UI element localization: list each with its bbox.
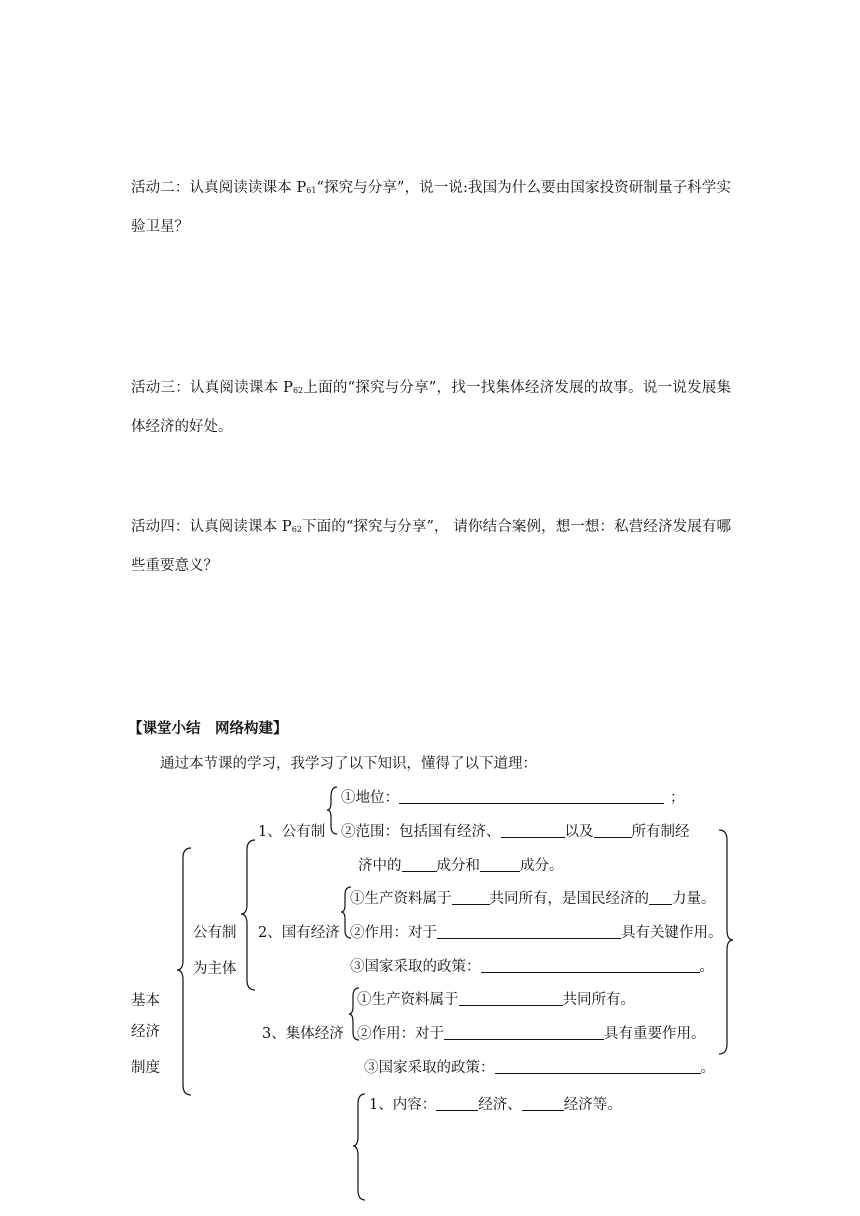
blank[interactable]	[437, 924, 621, 939]
collective-item-3: ③国家采取的政策： 。	[364, 1060, 715, 1076]
blank[interactable]	[402, 857, 437, 872]
root-label-2: 经济	[131, 1024, 160, 1040]
brace-root	[177, 848, 191, 1095]
state-item-1: ①生产资料属于 共同所有，是国民经济的 力量。	[350, 891, 716, 907]
blank[interactable]	[436, 1096, 478, 1111]
brace-nonpublic	[353, 1094, 365, 1200]
blank[interactable]	[480, 857, 520, 872]
root-label-1: 基本	[131, 993, 160, 1009]
public-scope-cont: 济中的 成分和 成分。	[358, 858, 564, 874]
main-label-2: 为主体	[193, 961, 237, 977]
collective-item-2: ②作用：对于 具有重要作用。	[357, 1026, 706, 1042]
root-label-3: 制度	[131, 1060, 160, 1076]
blank[interactable]	[594, 823, 632, 838]
brace-main	[241, 840, 255, 990]
brace-right	[719, 830, 733, 1054]
state-label: 2、国有经济	[258, 925, 340, 941]
blank[interactable]	[444, 1025, 604, 1040]
public-position: ①地位： ；	[341, 790, 685, 806]
collective-label: 3、集体经济	[262, 1026, 344, 1042]
public-label: 1、公有制	[258, 824, 326, 840]
blank[interactable]	[452, 890, 490, 905]
activity-2: 活动二：认真阅读读课本 $P_{61}“$探究与分享”，说一说:我国为什么要由国家投资研制量子科学实验卫星？	[131, 180, 731, 235]
activity-4: 活动四：认真阅读课本 $P_{62}$下面的“探究与分享”， 请你结合案例，想一想：私营经济发展有哪些重要意义？	[131, 519, 731, 574]
blank[interactable]	[501, 823, 565, 838]
blank[interactable]	[399, 789, 664, 804]
state-item-3: ③国家采取的政策： 。	[350, 959, 714, 975]
summary-heading: 【课堂小结 网络构建】	[128, 720, 288, 737]
state-item-2: ②作用：对于 具有关键作用。	[350, 925, 723, 941]
main-label-1: 公有制	[193, 925, 237, 941]
blank[interactable]	[649, 890, 672, 905]
brace-public	[327, 787, 337, 834]
activity-3: 活动三：认真阅读课本 $P_{62}$上面的“探究与分享”，找一找集体经济发展的故事。说一说发展集体经济的好处。	[131, 380, 731, 435]
nonpublic-item-1: 1、内容： 经济、 经济等。	[369, 1097, 622, 1113]
blank[interactable]	[481, 958, 700, 973]
public-scope: ②范围：包括国有经济、 以及 所有制经	[341, 824, 690, 840]
blank[interactable]	[522, 1096, 564, 1111]
summary-intro: 通过本节课的学习，我学习了以下知识，懂得了以下道理：	[160, 756, 537, 772]
blank[interactable]	[495, 1059, 701, 1074]
collective-item-1: ①生产资料属于 共同所有。	[357, 992, 635, 1008]
blank[interactable]	[459, 991, 563, 1006]
